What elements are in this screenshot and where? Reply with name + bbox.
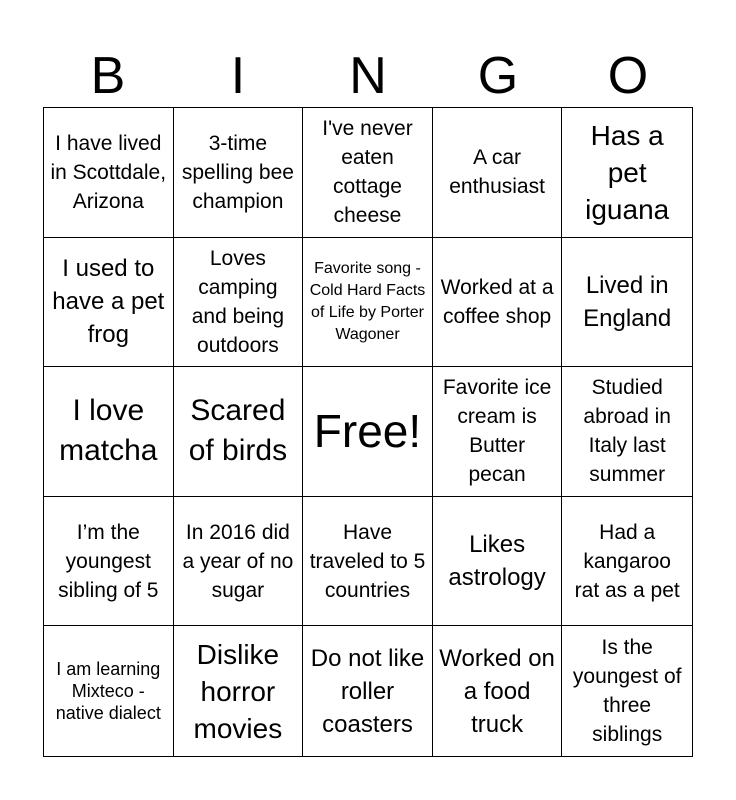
cell-text: Scared of birds — [188, 394, 288, 468]
bingo-cell[interactable] — [44, 497, 174, 627]
cell-text: I have lived in Scottdale, Arizona — [50, 131, 167, 213]
cell-text: 3-time spelling bee champion — [181, 131, 294, 213]
bingo-cell[interactable] — [174, 626, 304, 756]
bingo-cell[interactable] — [303, 626, 433, 756]
free-space-text: Free! — [313, 405, 422, 458]
header-letter-b: B — [90, 47, 126, 105]
cell-text: Had a kangaroo rat as a pet — [574, 520, 680, 602]
cell-text: I've never eaten cottage cheese — [322, 117, 413, 228]
bingo-cell[interactable] — [433, 626, 563, 756]
cell-text: Lived in England — [583, 271, 672, 332]
bingo-cell[interactable] — [174, 238, 304, 368]
bingo-cell[interactable] — [44, 626, 174, 756]
bingo-cell[interactable] — [562, 497, 692, 627]
cell-text: Have traveled to 5 countries — [309, 520, 426, 602]
bingo-cell[interactable] — [303, 108, 433, 238]
cell-text: Has a pet iguana — [585, 119, 670, 225]
bingo-cell[interactable] — [433, 367, 563, 497]
bingo-cell[interactable] — [562, 108, 692, 238]
bingo-cell[interactable] — [174, 108, 304, 238]
bingo-cell[interactable] — [433, 238, 563, 368]
bingo-cell[interactable] — [44, 108, 174, 238]
cell-text: A car enthusiast — [449, 146, 545, 199]
cell-text: I love matcha — [59, 394, 158, 468]
cell-text: I am learning Mixteco - native dialect — [55, 659, 161, 724]
cell-text: Studied abroad in Italy last summer — [583, 376, 671, 487]
cell-text: Loves camping and being outdoors — [191, 246, 285, 357]
cell-text: Is the youngest of three siblings — [572, 636, 682, 747]
bingo-cell[interactable] — [44, 238, 174, 368]
bingo-cell[interactable] — [433, 497, 563, 627]
bingo-header — [43, 48, 693, 104]
header-letter-o: O — [607, 47, 649, 105]
bingo-cell[interactable] — [562, 367, 692, 497]
header-letter-n: N — [349, 47, 387, 105]
cell-text: In 2016 did a year of no sugar — [182, 520, 294, 602]
header-letter-g: G — [477, 47, 519, 105]
bingo-cell[interactable] — [303, 497, 433, 627]
cell-text: Do not like roller coasters — [310, 644, 425, 738]
bingo-cell[interactable] — [562, 238, 692, 368]
cell-text: Favorite song - Cold Hard Facts of Life by Porter Wagoner — [309, 259, 426, 343]
bingo-cell[interactable] — [44, 367, 174, 497]
cell-text: Dislike horror movies — [193, 638, 283, 744]
free-space-cell[interactable] — [303, 367, 433, 497]
cell-text: I’m the youngest sibling of 5 — [58, 520, 159, 602]
cell-text: Likes astrology — [448, 531, 546, 592]
bingo-board — [43, 107, 693, 757]
bingo-cell[interactable] — [174, 497, 304, 627]
cell-text: Favorite ice cream is Butter pecan — [442, 376, 552, 487]
cell-text: Worked on a food truck — [439, 644, 555, 738]
bingo-cell[interactable] — [433, 108, 563, 238]
cell-text: I used to have a pet frog — [52, 255, 165, 349]
bingo-cell[interactable] — [562, 626, 692, 756]
bingo-cell[interactable] — [174, 367, 304, 497]
cell-text: Worked at a coffee shop — [440, 275, 554, 328]
header-letter-i: I — [230, 47, 246, 105]
bingo-cell[interactable] — [303, 238, 433, 368]
